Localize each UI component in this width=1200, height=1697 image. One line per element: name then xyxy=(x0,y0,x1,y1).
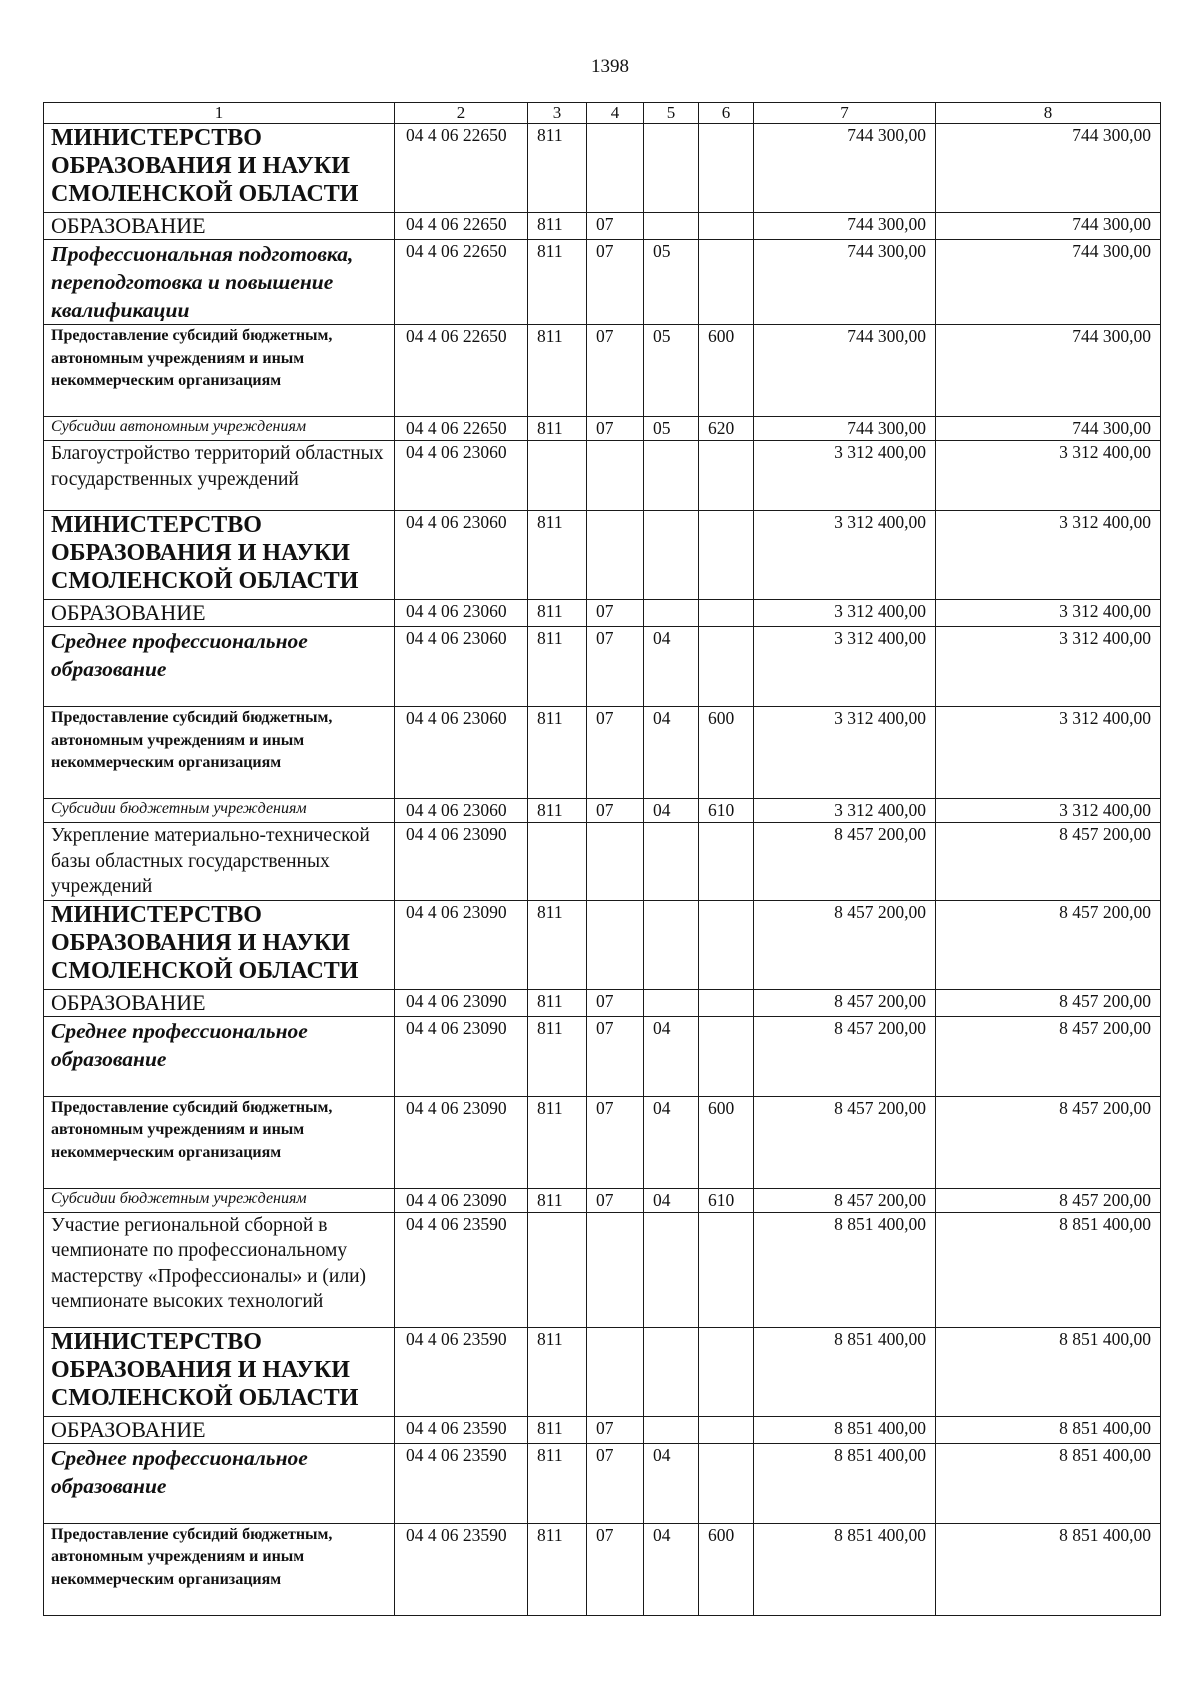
ministry-code-cell: 811 xyxy=(528,124,587,213)
ministry-code-cell: 811 xyxy=(528,1327,587,1416)
amount-2027-cell: 8 457 200,00 xyxy=(936,989,1161,1016)
section-cell xyxy=(587,441,644,511)
row-name-cell: Среднее профессиональное образование xyxy=(44,627,395,707)
subsection-cell: 04 xyxy=(644,1016,699,1096)
amount-2027-cell: 3 312 400,00 xyxy=(936,600,1161,627)
ministry-code-cell: 811 xyxy=(528,627,587,707)
expense-type-cell: 600 xyxy=(699,1096,754,1188)
amount-2026-cell: 8 851 400,00 xyxy=(754,1443,936,1523)
amount-2027-cell: 744 300,00 xyxy=(936,124,1161,213)
column-number-cell: 1 xyxy=(44,103,395,124)
subsection-cell xyxy=(644,124,699,213)
amount-2027-cell: 8 851 400,00 xyxy=(936,1327,1161,1416)
target-article-cell: 04 4 06 23590 xyxy=(395,1212,528,1327)
table-row xyxy=(44,1188,1161,1212)
ministry-code-cell: 811 xyxy=(528,417,587,441)
table-row xyxy=(44,989,1161,1016)
row-name-cell: Предоставление субсидий бюджетным, автономным учреждениям и иным некоммерческим организациям xyxy=(44,1523,395,1615)
table-row xyxy=(44,417,1161,441)
target-article-cell: 04 4 06 23590 xyxy=(395,1443,528,1523)
amount-2027-cell: 8 457 200,00 xyxy=(936,900,1161,989)
amount-2027-cell: 8 851 400,00 xyxy=(936,1212,1161,1327)
amount-2027-cell: 3 312 400,00 xyxy=(936,707,1161,799)
row-name-cell: МИНИСТЕРСТВО ОБРАЗОВАНИЯ И НАУКИ СМОЛЕНСКОЙ ОБЛАСТИ xyxy=(44,511,395,600)
amount-2027-cell: 8 851 400,00 xyxy=(936,1443,1161,1523)
table-row xyxy=(44,441,1161,511)
section-cell xyxy=(587,1212,644,1327)
table-row xyxy=(44,1212,1161,1327)
ministry-code-cell xyxy=(528,441,587,511)
ministry-code-cell: 811 xyxy=(528,989,587,1016)
expense-type-cell xyxy=(699,1327,754,1416)
section-cell xyxy=(587,900,644,989)
ministry-code-cell: 811 xyxy=(528,1016,587,1096)
target-article-cell: 04 4 06 23060 xyxy=(395,707,528,799)
column-number-cell: 7 xyxy=(754,103,936,124)
subsection-cell xyxy=(644,989,699,1016)
section-cell: 07 xyxy=(587,417,644,441)
target-article-cell: 04 4 06 22650 xyxy=(395,417,528,441)
row-name-cell: Предоставление субсидий бюджетным, автономным учреждениям и иным некоммерческим организациям xyxy=(44,325,395,417)
budget-table xyxy=(43,102,1161,1616)
expense-type-cell: 620 xyxy=(699,417,754,441)
page-number: 1398 xyxy=(591,56,629,77)
amount-2027-cell: 744 300,00 xyxy=(936,240,1161,325)
table-row xyxy=(44,1416,1161,1443)
amount-2026-cell: 3 312 400,00 xyxy=(754,799,936,823)
table-row xyxy=(44,511,1161,600)
amount-2027-cell: 8 457 200,00 xyxy=(936,1096,1161,1188)
subsection-cell: 04 xyxy=(644,1096,699,1188)
table-row xyxy=(44,799,1161,823)
subsection-cell: 04 xyxy=(644,1443,699,1523)
ministry-code-cell: 811 xyxy=(528,1188,587,1212)
table-row xyxy=(44,213,1161,240)
expense-type-cell: 610 xyxy=(699,1188,754,1212)
column-number-cell: 5 xyxy=(644,103,699,124)
column-number-cell: 2 xyxy=(395,103,528,124)
amount-2026-cell: 8 457 200,00 xyxy=(754,823,936,901)
row-name-cell: ОБРАЗОВАНИЕ xyxy=(44,989,395,1016)
row-name-cell: МИНИСТЕРСТВО ОБРАЗОВАНИЯ И НАУКИ СМОЛЕНСКОЙ ОБЛАСТИ xyxy=(44,900,395,989)
table-row xyxy=(44,325,1161,417)
table-row xyxy=(44,124,1161,213)
amount-2026-cell: 3 312 400,00 xyxy=(754,441,936,511)
subsection-cell xyxy=(644,213,699,240)
target-article-cell: 04 4 06 23590 xyxy=(395,1416,528,1443)
expense-type-cell xyxy=(699,124,754,213)
ministry-code-cell: 811 xyxy=(528,325,587,417)
amount-2027-cell: 744 300,00 xyxy=(936,325,1161,417)
target-article-cell: 04 4 06 22650 xyxy=(395,213,528,240)
target-article-cell: 04 4 06 23590 xyxy=(395,1327,528,1416)
section-cell xyxy=(587,1327,644,1416)
target-article-cell: 04 4 06 23060 xyxy=(395,441,528,511)
ministry-code-cell: 811 xyxy=(528,707,587,799)
expense-type-cell xyxy=(699,989,754,1016)
expense-type-cell xyxy=(699,1016,754,1096)
amount-2026-cell: 744 300,00 xyxy=(754,240,936,325)
column-number-cell: 8 xyxy=(936,103,1161,124)
row-name-cell: Субсидии бюджетным учреждениям xyxy=(44,1188,395,1212)
section-cell: 07 xyxy=(587,1096,644,1188)
amount-2026-cell: 8 457 200,00 xyxy=(754,989,936,1016)
table-row xyxy=(44,240,1161,325)
expense-type-cell: 610 xyxy=(699,799,754,823)
expense-type-cell: 600 xyxy=(699,1523,754,1615)
target-article-cell: 04 4 06 23090 xyxy=(395,1016,528,1096)
amount-2027-cell: 3 312 400,00 xyxy=(936,511,1161,600)
amount-2026-cell: 3 312 400,00 xyxy=(754,707,936,799)
table-row xyxy=(44,1016,1161,1096)
amount-2027-cell: 744 300,00 xyxy=(936,417,1161,441)
subsection-cell: 05 xyxy=(644,325,699,417)
row-name-cell: Предоставление субсидий бюджетным, автономным учреждениям и иным некоммерческим организациям xyxy=(44,707,395,799)
row-name-cell: ОБРАЗОВАНИЕ xyxy=(44,600,395,627)
amount-2026-cell: 744 300,00 xyxy=(754,417,936,441)
amount-2027-cell: 8 851 400,00 xyxy=(936,1416,1161,1443)
row-name-cell: МИНИСТЕРСТВО ОБРАЗОВАНИЯ И НАУКИ СМОЛЕНСКОЙ ОБЛАСТИ xyxy=(44,1327,395,1416)
expense-type-cell xyxy=(699,213,754,240)
amount-2026-cell: 8 457 200,00 xyxy=(754,1016,936,1096)
amount-2026-cell: 744 300,00 xyxy=(754,325,936,417)
target-article-cell: 04 4 06 22650 xyxy=(395,325,528,417)
subsection-cell: 04 xyxy=(644,799,699,823)
amount-2026-cell: 3 312 400,00 xyxy=(754,627,936,707)
column-number-row xyxy=(44,103,1161,124)
ministry-code-cell: 811 xyxy=(528,1523,587,1615)
target-article-cell: 04 4 06 23090 xyxy=(395,900,528,989)
subsection-cell: 04 xyxy=(644,1523,699,1615)
column-number-cell: 4 xyxy=(587,103,644,124)
table-row xyxy=(44,1523,1161,1615)
subsection-cell xyxy=(644,823,699,901)
amount-2026-cell: 8 457 200,00 xyxy=(754,1188,936,1212)
amount-2026-cell: 8 457 200,00 xyxy=(754,1096,936,1188)
row-name-cell: Профессиональная подготовка, переподготовка и повышение квалификации xyxy=(44,240,395,325)
target-article-cell: 04 4 06 23060 xyxy=(395,511,528,600)
amount-2026-cell: 8 851 400,00 xyxy=(754,1523,936,1615)
row-name-cell: Предоставление субсидий бюджетным, автономным учреждениям и иным некоммерческим организациям xyxy=(44,1096,395,1188)
section-cell: 07 xyxy=(587,1416,644,1443)
target-article-cell: 04 4 06 23060 xyxy=(395,799,528,823)
table-row xyxy=(44,627,1161,707)
table-row xyxy=(44,823,1161,901)
expense-type-cell xyxy=(699,600,754,627)
row-name-cell: Среднее профессиональное образование xyxy=(44,1443,395,1523)
section-cell xyxy=(587,511,644,600)
row-name-cell: Участие региональной сборной в чемпионате по профессиональному мастерству «Профессионалы» и (или) чемпионате высоких технологий xyxy=(44,1212,395,1327)
ministry-code-cell: 811 xyxy=(528,1416,587,1443)
row-name-cell: ОБРАЗОВАНИЕ xyxy=(44,1416,395,1443)
amount-2027-cell: 8 851 400,00 xyxy=(936,1523,1161,1615)
target-article-cell: 04 4 06 22650 xyxy=(395,124,528,213)
section-cell: 07 xyxy=(587,600,644,627)
ministry-code-cell: 811 xyxy=(528,240,587,325)
section-cell: 07 xyxy=(587,213,644,240)
row-name-cell: ОБРАЗОВАНИЕ xyxy=(44,213,395,240)
section-cell: 07 xyxy=(587,1016,644,1096)
expense-type-cell xyxy=(699,627,754,707)
subsection-cell xyxy=(644,600,699,627)
section-cell: 07 xyxy=(587,1443,644,1523)
table-row xyxy=(44,1443,1161,1523)
section-cell: 07 xyxy=(587,1523,644,1615)
target-article-cell: 04 4 06 23060 xyxy=(395,627,528,707)
expense-type-cell xyxy=(699,240,754,325)
expense-type-cell xyxy=(699,823,754,901)
amount-2026-cell: 8 851 400,00 xyxy=(754,1212,936,1327)
expense-type-cell: 600 xyxy=(699,325,754,417)
row-name-cell: Субсидии автономным учреждениям xyxy=(44,417,395,441)
target-article-cell: 04 4 06 23090 xyxy=(395,1188,528,1212)
subsection-cell: 04 xyxy=(644,627,699,707)
ministry-code-cell: 811 xyxy=(528,799,587,823)
subsection-cell: 04 xyxy=(644,1188,699,1212)
row-name-cell: Среднее профессиональное образование xyxy=(44,1016,395,1096)
amount-2026-cell: 8 457 200,00 xyxy=(754,900,936,989)
expense-type-cell xyxy=(699,1416,754,1443)
amount-2027-cell: 744 300,00 xyxy=(936,213,1161,240)
amount-2026-cell: 8 851 400,00 xyxy=(754,1416,936,1443)
amount-2026-cell: 8 851 400,00 xyxy=(754,1327,936,1416)
row-name-cell: МИНИСТЕРСТВО ОБРАЗОВАНИЯ И НАУКИ СМОЛЕНСКОЙ ОБЛАСТИ xyxy=(44,124,395,213)
section-cell: 07 xyxy=(587,1188,644,1212)
table-row xyxy=(44,1327,1161,1416)
amount-2027-cell: 8 457 200,00 xyxy=(936,823,1161,901)
amount-2027-cell: 8 457 200,00 xyxy=(936,1016,1161,1096)
expense-type-cell xyxy=(699,511,754,600)
subsection-cell xyxy=(644,900,699,989)
amount-2026-cell: 744 300,00 xyxy=(754,124,936,213)
section-cell: 07 xyxy=(587,799,644,823)
target-article-cell: 04 4 06 22650 xyxy=(395,240,528,325)
section-cell: 07 xyxy=(587,707,644,799)
target-article-cell: 04 4 06 23090 xyxy=(395,989,528,1016)
column-number-cell: 6 xyxy=(699,103,754,124)
expense-type-cell xyxy=(699,900,754,989)
column-number-cell: 3 xyxy=(528,103,587,124)
section-cell: 07 xyxy=(587,627,644,707)
ministry-code-cell: 811 xyxy=(528,511,587,600)
budget-table-body xyxy=(44,103,1161,1616)
expense-type-cell: 600 xyxy=(699,707,754,799)
table-row xyxy=(44,600,1161,627)
subsection-cell xyxy=(644,441,699,511)
expense-type-cell xyxy=(699,1212,754,1327)
amount-2027-cell: 8 457 200,00 xyxy=(936,1188,1161,1212)
subsection-cell: 05 xyxy=(644,240,699,325)
ministry-code-cell: 811 xyxy=(528,1096,587,1188)
expense-type-cell xyxy=(699,1443,754,1523)
table-row xyxy=(44,707,1161,799)
amount-2027-cell: 3 312 400,00 xyxy=(936,441,1161,511)
subsection-cell xyxy=(644,1416,699,1443)
subsection-cell: 05 xyxy=(644,417,699,441)
ministry-code-cell: 811 xyxy=(528,1443,587,1523)
subsection-cell xyxy=(644,1327,699,1416)
section-cell: 07 xyxy=(587,240,644,325)
row-name-cell: Укрепление материально-технической базы областных государственных учреждений xyxy=(44,823,395,901)
table-row xyxy=(44,900,1161,989)
target-article-cell: 04 4 06 23090 xyxy=(395,823,528,901)
target-article-cell: 04 4 06 23090 xyxy=(395,1096,528,1188)
table-row xyxy=(44,1096,1161,1188)
ministry-code-cell: 811 xyxy=(528,900,587,989)
amount-2026-cell: 744 300,00 xyxy=(754,213,936,240)
section-cell xyxy=(587,124,644,213)
amount-2027-cell: 3 312 400,00 xyxy=(936,627,1161,707)
target-article-cell: 04 4 06 23060 xyxy=(395,600,528,627)
expense-type-cell xyxy=(699,441,754,511)
subsection-cell xyxy=(644,511,699,600)
ministry-code-cell xyxy=(528,823,587,901)
amount-2027-cell: 3 312 400,00 xyxy=(936,799,1161,823)
amount-2026-cell: 3 312 400,00 xyxy=(754,600,936,627)
subsection-cell: 04 xyxy=(644,707,699,799)
ministry-code-cell: 811 xyxy=(528,213,587,240)
target-article-cell: 04 4 06 23590 xyxy=(395,1523,528,1615)
row-name-cell: Субсидии бюджетным учреждениям xyxy=(44,799,395,823)
ministry-code-cell xyxy=(528,1212,587,1327)
subsection-cell xyxy=(644,1212,699,1327)
ministry-code-cell: 811 xyxy=(528,600,587,627)
section-cell: 07 xyxy=(587,989,644,1016)
amount-2026-cell: 3 312 400,00 xyxy=(754,511,936,600)
section-cell: 07 xyxy=(587,325,644,417)
section-cell xyxy=(587,823,644,901)
row-name-cell: Благоустройство территорий областных государственных учреждений xyxy=(44,441,395,511)
